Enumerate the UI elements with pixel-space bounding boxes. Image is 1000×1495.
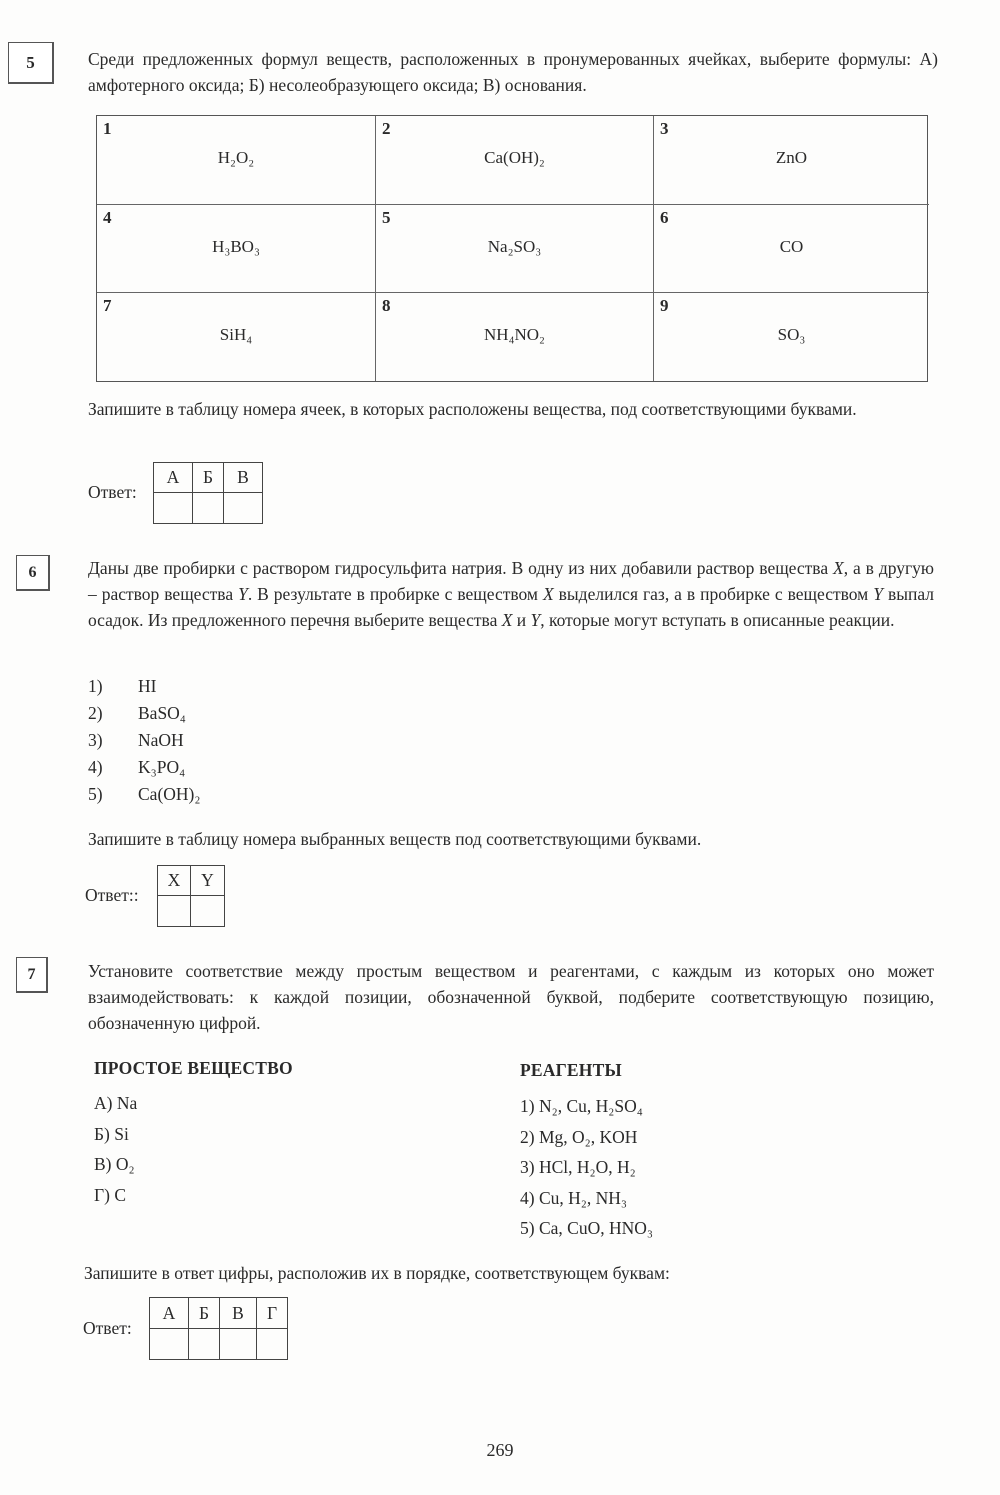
cell-formula: NH₄NO₂ bbox=[484, 325, 545, 344]
formula-cell bbox=[376, 205, 654, 293]
answer-header: Y bbox=[191, 866, 225, 896]
cell-formula: H₃BO₃ bbox=[212, 237, 260, 256]
answer-header: В bbox=[220, 1298, 257, 1329]
q7-left-items bbox=[94, 1088, 137, 1210]
answer-cell-g[interactable] bbox=[257, 1329, 288, 1360]
option-item bbox=[88, 781, 200, 808]
text-fragment: , которые могут вступать в описанные реакции. bbox=[540, 610, 895, 630]
answer-cell-y[interactable] bbox=[191, 896, 225, 927]
question-number-5: 5 bbox=[8, 42, 54, 84]
text-fragment: выделился газ, а в пробирке с веществом bbox=[553, 584, 874, 604]
answer-header: X bbox=[158, 866, 191, 896]
cell-number: 4 bbox=[103, 208, 112, 227]
q5-question-text: Среди предложенных формул веществ, расположенных в пронумерованных ячейках, выберите формулы: А) амфотерного оксида; Б) несолеобразующего оксида; В) основания. bbox=[88, 49, 938, 95]
option-item bbox=[88, 754, 200, 781]
option-formula: BaSO₄ bbox=[138, 703, 186, 723]
q7-left-column-header: ПРОСТОЕ ВЕЩЕСТВО bbox=[94, 1058, 293, 1078]
option-formula: HI bbox=[138, 676, 157, 696]
variable-x: X bbox=[501, 610, 513, 630]
formula-cell bbox=[654, 116, 929, 205]
answer-header: Б bbox=[189, 1298, 220, 1329]
answer-header: Г bbox=[257, 1298, 288, 1329]
answer-header: А bbox=[154, 463, 193, 493]
cell-formula: SiH₄ bbox=[219, 325, 253, 344]
cell-number: 7 bbox=[103, 296, 112, 315]
simple-substance-item: Б) Si bbox=[94, 1123, 129, 1144]
q7-right-items bbox=[520, 1091, 653, 1244]
reagent-item: 3) HCl, H₂O, H₂ bbox=[520, 1157, 636, 1177]
page-number: 269 bbox=[486, 1440, 514, 1460]
q7-question-text: Установите соответствие между простым веществом и реагентами, с каждым из которых оно может взаимодействовать: к каждой позиции, обозначенной буквой, подберите соответствующую позицию, обозначенную цифрой. bbox=[88, 961, 934, 1033]
formula-cell bbox=[97, 293, 376, 381]
formula-cell bbox=[97, 205, 376, 293]
text-fragment: . В результате в пробирке с веществом bbox=[247, 584, 543, 604]
q7-answer-table bbox=[149, 1297, 288, 1360]
question-number-6: 6 bbox=[16, 555, 50, 591]
formula-cell bbox=[654, 205, 929, 293]
cell-formula: Ca(OH)₂ bbox=[484, 148, 545, 167]
text-fragment: и bbox=[512, 610, 531, 630]
cell-number: 6 bbox=[660, 208, 669, 227]
q5-answer-table bbox=[153, 462, 263, 524]
answer-cell-b[interactable] bbox=[193, 493, 224, 524]
option-item bbox=[88, 700, 200, 727]
cell-number: 2 bbox=[382, 119, 391, 138]
text-fragment: выпал осадок. Из предложенного перечня выберите вещества bbox=[88, 584, 934, 630]
cell-formula: CO bbox=[779, 237, 804, 256]
simple-substance-item: Г) C bbox=[94, 1184, 126, 1205]
q6-options-list bbox=[88, 673, 200, 808]
reagent-item: 5) Ca, CuO, HNO₃ bbox=[520, 1218, 653, 1238]
option-number: 2) bbox=[88, 703, 103, 723]
option-number: 1) bbox=[88, 676, 103, 696]
answer-cell-a[interactable] bbox=[150, 1329, 189, 1360]
answer-cell-v[interactable] bbox=[220, 1329, 257, 1360]
text-fragment: , а в другую – раствор вещества bbox=[88, 558, 934, 604]
simple-substance-item: В) O₂ bbox=[94, 1154, 135, 1174]
question-number-7: 7 bbox=[16, 957, 48, 993]
formula-cell bbox=[97, 116, 376, 205]
cell-formula: SO₃ bbox=[777, 325, 806, 344]
variable-x: X bbox=[542, 584, 554, 604]
reagent-item: 4) Cu, H₂, NH₃ bbox=[520, 1187, 627, 1208]
q7-instruction: Запишите в ответ цифры, расположив их в порядке, соответствующем буквам: bbox=[84, 1263, 670, 1283]
formula-cell bbox=[376, 116, 654, 205]
answer-cell-b[interactable] bbox=[189, 1329, 220, 1360]
reagent-item: 2) Mg, O₂, KOH bbox=[520, 1126, 638, 1147]
answer-cell-x[interactable] bbox=[158, 896, 191, 927]
option-formula: Ca(OH)₂ bbox=[138, 784, 201, 804]
q6-question-text bbox=[88, 555, 934, 633]
cell-number: 1 bbox=[103, 119, 112, 138]
cell-formula: Na₂SO₃ bbox=[487, 237, 542, 256]
option-number: 4) bbox=[88, 757, 103, 777]
option-formula: K₃PO₄ bbox=[138, 757, 186, 777]
answer-cell-v[interactable] bbox=[224, 493, 263, 524]
cell-number: 5 bbox=[382, 208, 391, 227]
q5-formula-grid bbox=[96, 115, 928, 382]
option-formula: NaOH bbox=[138, 730, 184, 750]
answer-header: Б bbox=[193, 463, 224, 493]
q7-right-column-header: РЕАГЕНТЫ bbox=[520, 1060, 622, 1080]
cell-formula: H₂O₂ bbox=[217, 148, 255, 167]
variable-y: Y bbox=[530, 610, 541, 630]
option-number: 5) bbox=[88, 784, 103, 804]
variable-x: X bbox=[833, 558, 844, 578]
cell-number: 3 bbox=[660, 119, 669, 138]
simple-substance-item: А) Na bbox=[94, 1093, 138, 1113]
cell-formula: ZnO bbox=[775, 148, 808, 167]
variable-y: Y bbox=[873, 584, 883, 604]
answer-cell-a[interactable] bbox=[154, 493, 193, 524]
q6-answer-table bbox=[157, 865, 225, 927]
formula-cell bbox=[654, 293, 929, 381]
formula-cell bbox=[376, 293, 654, 381]
cell-number: 8 bbox=[382, 296, 391, 315]
option-number: 3) bbox=[88, 730, 103, 750]
option-item bbox=[88, 727, 200, 754]
option-item bbox=[88, 673, 200, 700]
q5-answer-label: Ответ: bbox=[88, 482, 137, 502]
variable-y: Y bbox=[238, 584, 248, 604]
q6-instruction: Запишите в таблицу номера выбранных веществ под соответствующими буквами. bbox=[88, 829, 702, 849]
reagent-item: 1) N₂, Cu, H₂SO₄ bbox=[520, 1096, 643, 1116]
q7-answer-label: Ответ: bbox=[83, 1318, 132, 1338]
cell-number: 9 bbox=[660, 296, 669, 315]
q5-instruction: Запишите в таблицу номера ячеек, в которых расположены вещества, под соответствующими буквами. bbox=[88, 399, 857, 419]
answer-header: А bbox=[150, 1298, 189, 1329]
q6-answer-label: Ответ:: bbox=[85, 885, 139, 905]
text-fragment: Даны две пробирки с раствором гидросульфита натрия. В одну из них добавили раствор вещества bbox=[88, 558, 834, 578]
answer-header: В bbox=[224, 463, 263, 493]
